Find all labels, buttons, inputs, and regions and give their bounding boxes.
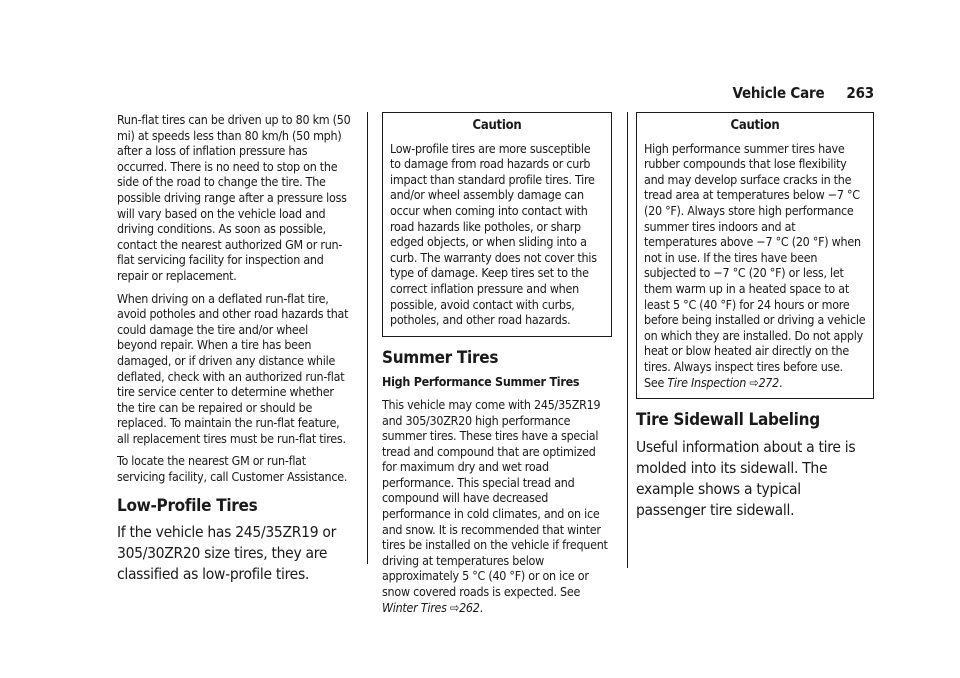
xref-page-262[interactable]: 262 [459, 599, 480, 615]
xref-page-272[interactable]: 272 [758, 374, 779, 390]
summer-tires-body: This vehicle may come with 245/35ZR19 and 305/30ZR20 high performance summer tires. These tires have a special tread and compound that are optimized for maximum dry and wet road performance. This special tread and compound will have decreased performance in cold climates, and on ice and snow. It is recommended that winter tires be installed on the vehicle if frequent driving at temperatures below approximately 5 °C (40 °F) or on ice or snow covered roads is expected. See [382, 396, 608, 600]
section-title: Vehicle Care [732, 84, 825, 102]
caution-box-summer-tires [636, 112, 874, 399]
heading-low-profile-tires: Low-Profile Tires [117, 495, 258, 516]
paragraph-deflated-driving: When driving on a deflated run-flat tire, avoid potholes and other road hazards that could damage the tire and/or wheel beyond repair. When a tire has been damaged, or if driven any distance while deflated, check with an authorized run-flat tire service center to determine whether the tire can be repaired or should be replaced. To maintain the run-flat feature, all replacement tires must be run-flat tires. [117, 290, 349, 446]
xref-arrow-icon: ⇨ [450, 599, 460, 615]
page-number: 263 [846, 84, 874, 102]
xref-tire-inspection[interactable]: Tire Inspection [667, 374, 747, 390]
caution-text [644, 141, 866, 391]
caution-title: Caution [730, 118, 780, 133]
caution-title: Caution [472, 118, 522, 133]
caution-text: Low-profile tires are more susceptible to damage from road hazards or curb impact than standard profile tires. Tire and/or wheel assembly damage can occur when coming into contact with road hazards like potholes, or sharp edged objects, or when sliding into a curb. The warranty does not cover this type of damage. Keep tires set to the correct inflation pressure and when possible, avoid contact with curbs, potholes, and other road hazards. [390, 140, 597, 328]
page-header [733, 84, 874, 102]
lead-sidewall: Useful information about a tire is molded into its sidewall. The example shows a typical passenger tire sidewall. [636, 437, 856, 519]
xref-end: . [779, 374, 783, 390]
lead-low-profile: If the vehicle has 245/35ZR19 or 305/30ZR20 size tires, they are classified as low-profile tires. [117, 523, 337, 584]
xref-winter-tires[interactable]: Winter Tires [382, 599, 447, 615]
column-right [636, 112, 874, 528]
caution-box-low-profile [382, 112, 612, 337]
column-divider-1 [367, 112, 368, 564]
caution-body: High performance summer tires have rubber compounds that lose flexibility and may develop surface cracks in the tread area at temperatures below −7 °C (20 °F). Always store high performance summer tires indoors and at temperatures above −7 °C (20 °F) when not in use. If the tires have been subjected to −7 °C (20 °F) or less, let them warm up in a heated space to at least 5 °C (40 °F) for 24 hours or more before being installed or driving a vehicle on which they are installed. Do not apply heat or blow heated air directly on the tires. Always inspect tires before use. See [644, 140, 866, 390]
column-divider-2 [627, 112, 628, 568]
xref-end: . [479, 599, 483, 615]
xref-arrow-icon: ⇨ [749, 374, 759, 390]
heading-tire-sidewall-labeling: Tire Sidewall Labeling [636, 410, 820, 431]
column-left [117, 112, 351, 592]
column-middle [382, 112, 612, 622]
subheading-high-performance: High Performance Summer Tires [382, 374, 580, 390]
paragraph-summer-tires [382, 397, 612, 615]
heading-summer-tires: Summer Tires [382, 347, 499, 368]
paragraph-locate-facility: To locate the nearest GM or run-flat servicing facility, call Customer Assistance. [117, 453, 348, 485]
paragraph-run-flat-range: Run-flat tires can be driven up to 80 km (50 mi) at speeds less than 80 km/h (50 mph) after a loss of inflation pressure has occurred. There is no need to stop on the side of the road to change the tire. The possible driving range after a pressure loss will vary based on the vehicle load and driving conditions. As soon as possible, contact the nearest authorized GM or run-flat servicing facility for inspection and repair or replacement. [117, 112, 351, 283]
